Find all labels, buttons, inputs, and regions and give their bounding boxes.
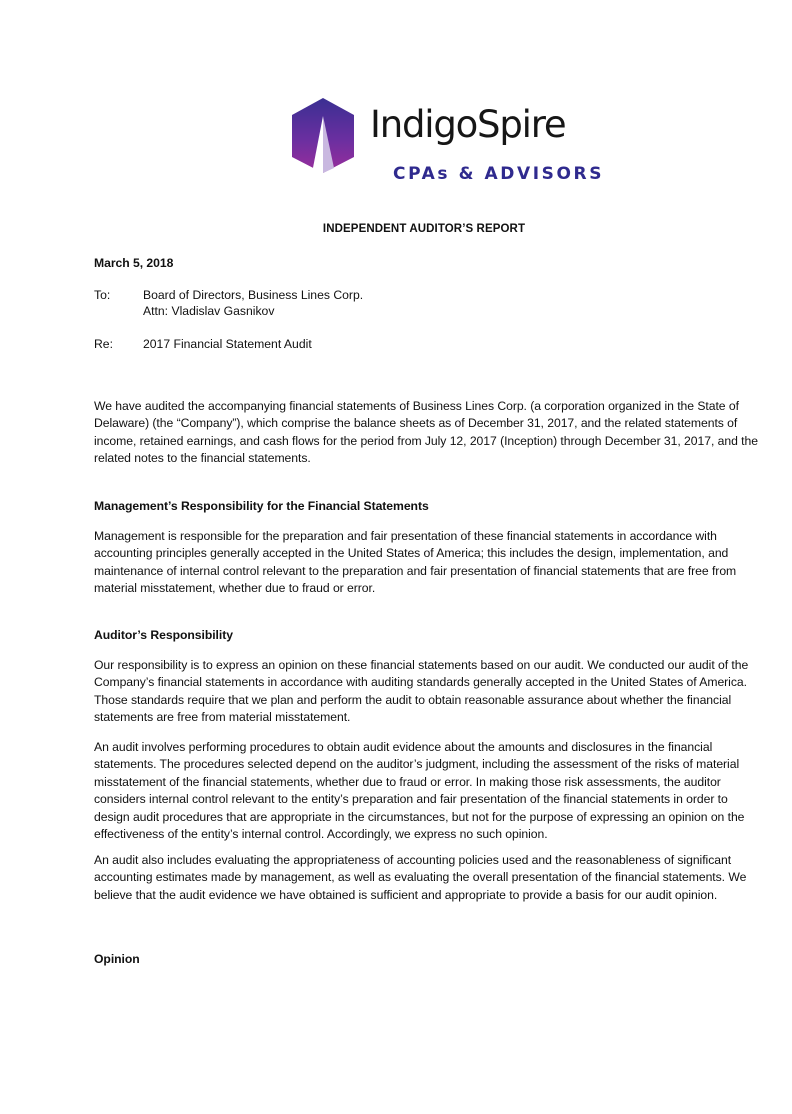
auditor-paragraph-2: An audit involves performing procedures to obtain audit evidence about the amounts and disclosures in the financial statements. The procedures selected depend on the auditor’s judgment, including the assessment of the risks of material misstatement of the financial statements, whether due to fraud or error. In making those risk assessments, the auditor considers internal control relevant to the entity’s preparation and fair presentation of the financial statements in order to design audit procedures that are appropriate in the circumstances, but not for the purpose of expressing an opinion on the effectiveness of the entity’s internal control. Accordingly, we express no such opinion. bbox=[94, 740, 745, 842]
section-heading-auditor: Auditor’s Responsibility bbox=[94, 628, 233, 642]
auditor-paragraph-3: An audit also includes evaluating the appropriateness of accounting policies used and the reasonableness of significant accounting estimates made by management, as well as evaluating the overall presentation of the financial statements. We believe that the audit evidence we have obtained is sufficient and appropriate to provide a basis for our audit opinion. bbox=[94, 853, 747, 902]
intro-paragraph: We have audited the accompanying financial statements of Business Lines Corp. (a corporation organized in the State of Delaware) (the “Company”), which comprise the balance sheets as of December 31, 2017, and the related statements of income, retained earnings, and cash flows for the period from July 12, 2017 (Inception) through December 31, 2017, and the related notes to the financial statements. bbox=[94, 399, 758, 466]
subject: 2017 Financial Statement Audit bbox=[143, 337, 312, 351]
management-paragraph: Management is responsible for the preparation and fair presentation of these financial statements in accordance with accounting principles generally accepted in the United States of America; this includes the design, implementation, and maintenance of internal control relevant to the preparation and fair presentation of financial statements that are free from material misstatement, whether due to fraud or error. bbox=[94, 529, 737, 596]
company-logo bbox=[290, 96, 605, 192]
logo-tagline: CPAs & ADVISORS bbox=[393, 164, 605, 184]
auditor-paragraph-1: Our responsibility is to express an opinion on these financial statements based on our audit. We conducted our audit of the Company’s financial statements in accordance with auditing standards generally accepted in the United States of America. Those standards require that we plan and perform the audit to obtain reasonable assurance about whether the financial statements are free from material misstatement. bbox=[94, 658, 749, 725]
hexagon-spire-icon bbox=[290, 96, 356, 174]
report-date: March 5, 2018 bbox=[94, 256, 174, 270]
section-heading-management: Management’s Responsibility for the Financial Statements bbox=[94, 499, 429, 513]
re-label: Re: bbox=[94, 337, 113, 351]
to-label: To: bbox=[94, 288, 111, 302]
recipient: Board of Directors, Business Lines Corp. bbox=[143, 288, 364, 302]
attention: Attn: Vladislav Gasnikov bbox=[143, 304, 275, 318]
report-title: INDEPENDENT AUDITOR’S REPORT bbox=[322, 223, 526, 235]
logo-company-name: IndigoSpire bbox=[370, 103, 566, 146]
section-heading-opinion: Opinion bbox=[94, 952, 140, 966]
